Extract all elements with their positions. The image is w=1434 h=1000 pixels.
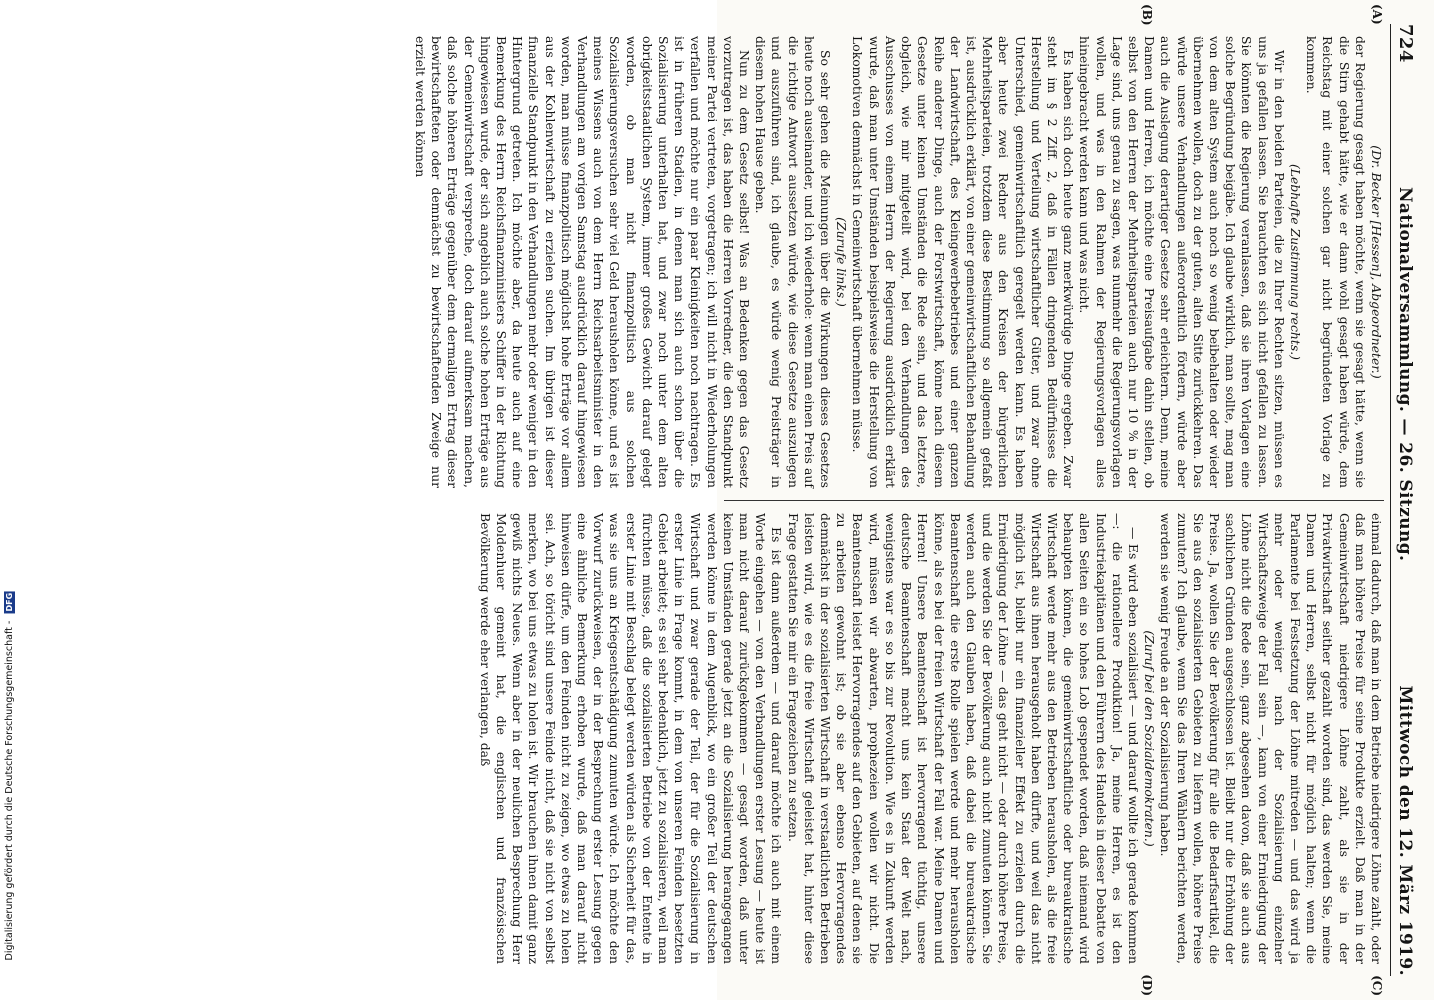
speaker-note: (Dr. Becker [Hessen], Abgeordneter.)	[1369, 145, 1384, 379]
paragraph: einmal dadurch, daß man in dem Betriebe niedrigere Löhne zahlt, oder daß man höhere Preise für seine Produkte erzielt. Daß man in der Gemeinwirtschaft niedrigere Löhne zahlt, als sie in der Privatwirtschaft seither gezahlt worden sind, das werden Sie, meine Damen und Herren, selbst nicht für möglich halten; wenn die Parlamente bei Festsetzung der Löhne mitreden — und das wird ja mehr oder weniger nach der Sozialisierung einzelner Wirtschaftszweige der Fall sein —, kann von einer Erniedrigung der Löhne nicht die Rede sein, ganz abgesehen davon, daß sie auch aus sachlichen Gründen ausgeschlossen ist. Bleibt nur die Erhöhung der Preise. Ja, wollen Sie der Bevölkerung für alle die Bedarfsartikel, die Sie aus den sozialisierten Gebieten zu liefern wollen, höhere Preise zumuten? Ich glaube, wenn Sie das Ihren Wählern berichten werden, werden sie wenig Freude an der Sozialisierung haben.	[1158, 513, 1384, 964]
interjection: (Zurufe links.)	[834, 217, 850, 307]
paragraph: Nun zu dem Gesetz selbst! Was an Bedenken gegen das Gesetz vorzutragen ist, das haben die Herren Vorredner, die den Standpunkt meiner Partei vertreten, vorgetragen; ich will nicht in Wiederholungen verfallen und möchte nur ein paar Kleinigkeiten noch nachtragen. Es ist in früheren Stadien, in denen man sich auch schon über die Sozialisierung unterhalten hat, und zwar noch unter dem alten obrigkeitsstaatlichen System, immer großes Gewicht darauf gelegt worden, ob man nicht finanzpolitisch aus solchen Sozialisierungsversuchen sehr viel Geld herausholen könne, und es ist meines Wissens auch von dem Herrn Reichsarbeitsminister in den Verhandlungen am vorigen Samstag ausdrücklich darauf hingewiesen worden, man müsse finanzpolitisch möglichst hohe Erträge vor allem aus der Kohlenwirtschaft zu erzielen suchen. Im übrigen ist dieser finanzielle Standpunkt in den Verhandlungen mehr oder weniger in den Hintergrund getreten. Ich möchte aber, da heute auch auf eine Bemerkung des Herrn Reichsfinanzministers Schiffer in der Richtung hingewiesen wurde, der sich angeblich auch solche hohen Erträge aus der Gemeinwirtschaft verspreche, doch darauf aufmerksam machen, daß solche höheren Erträge gegenüber dem dermaligen Ertrag dieser bewirtschafteten oder demnächst zu bewirtschaftenden Zweige nur erzielt werden können	[413, 36, 753, 488]
header-title: Nationalversammlung. — 26. Sitzung.	[1395, 186, 1415, 562]
dfg-logo: DFG	[5, 592, 14, 612]
margin-marker-c: (C)	[1370, 975, 1384, 996]
interjection: (Lebhafte Zustimmung rechts.)	[1287, 163, 1303, 361]
margin-marker-a: (A)	[1370, 4, 1384, 25]
document-page	[413, 0, 1434, 1000]
interjection: (Zuruf bei den Sozialdemokraten.)	[1142, 630, 1158, 847]
paragraph: Wir in den beiden Parteien, die zu Ihrer Rechten sitzen, müssen es uns ja gefallen lassen. Sie brauchten es sich nicht gefallen zu lassen. Sie könnten die Regierung veranlassen, daß sie ihren Vorlagen eine solche Begründung beigäbe. Ich glaube wirklich, man sollte, mag man von dem alten System auch noch so wenig beibehalten oder wieder übernehmen wollen, doch zu der guten, alten Sitte zurückkehren. Das würde unsere Verhandlungen außerordentlich fördern, würde aber auch die Auslegung derartiger Gesetze sehr erleichtern. Denn, meine Damen und Herren, ich möchte eine Preisaufgabe dahin stellen, ob selbst von den Herren der Mehrheitsparteien auch nur 10 % in der Lage sind, uns genau zu sagen, was nunmehr die Regierungsvorlagen wollen, und was in den Rahmen der Regierungsvorlagen alles hineingebracht werden kann und was nicht.	[1077, 36, 1287, 488]
header-date: Mittwoch den 12. März 1919.	[1395, 685, 1415, 976]
paragraph: Es ist dann außerdem — und darauf möchte ich auch mit einem Worte eingehen — von den Verbandlungen erster Lesung — heute ist man nicht darauf zurückgekommen — gesagt worden, daß unter keinen Umständen gerade jetzt an die Sozialisierung herangegangen werden könne in dem Augenblick, wo ein großer Teil der deutschen Wirtschaft und zwar gerade der Teil, der für die Sozialisierung in erster Linie in Frage kommt, in dem von unseren Feinden besetzten Gebiet arbeitet; es sei sehr bedenklich, jetzt zu sozialisieren, weil man fürchten müsse, daß die sozialisierten Betriebe von der Entente in erster Linie mit Beschlag belegt werden würden als Sicherheit für das, was sie uns an Kriegsentschädigung zumuten würde. Ich möchte den Vorwurf zurückweisen, der in der Besprechung erster Lesung gegen eine ähnliche Bemerkung erhoben wurde, daß man darauf nicht hinweisen dürfe, um den Feinden nicht zu zeigen, wo etwas zu holen sei. Ach, so töricht sind unsere Feinde nicht, daß sie nicht von selbst merken, wo bei uns etwas zu holen ist. Wir brauchen ihnen damit ganz gewiß nichts Neues. Wenn aber in der neulichen Besprechung Herr Moldenhuer gemeint hat, die englischen und französischen Bevölkerung werde eher verlangen, daß	[477, 513, 785, 964]
left-column	[413, 24, 1384, 500]
margin-marker-b: (B)	[1140, 4, 1154, 26]
digitization-credit	[4, 591, 15, 960]
paragraph: der Regierung gesagt haben möchte, wenn sie gesagt hätte, wenn sie die Stirn gehabt hätte, wie er dann wohl gesagt haben würde, dem Reichstag mit einer solchen gar nicht begründeten Vorlage zu kommen.	[1304, 36, 1368, 488]
margin-marker-d: (D)	[1140, 974, 1154, 996]
paragraph: — Es wird eben sozialisiert — und darauf wollte ich gerade kommen —: die rationellere Produktion! Ja, meine Herren, es ist den Industriekapitänen und den Führern des Handels in dieser Debatte von allen Seiten ein so hohes Lob gespendet worden, daß niemand wird behaupten können, die gemeinwirtschaftliche oder bureaukratische Wirtschaft werde mehr aus den Betrieben herausholen, als die freie Wirtschaft aus ihnen herausgeholt haben dürfte, und weil das nicht möglich ist, bleibt nur ein finanzieller Effekt zu erzielen durch die Erniedrigung der Löhne — das geht nicht — oder durch höhere Preise, und die werden Sie der Bevölkerung auch nicht zumuten können. Sie werden auch den Glauben haben, daß dabei die bureaukratische Beamtenschaft die erste Rolle spielen werde und mehr herausholen könne, als es bei der freien Wirtschaft der Fall war. Meine Damen und Herren! Unsere Beamtenschaft ist hervorragend tüchtig, unsere deutsche Beamtenschaft macht uns kein Staat der Welt nach, wenigstens war es so bis zur Revolution. Wie es in Zukunft werden wird, müssen wir abwarten, prophezeien wollen wir nicht. Die Beamtenschaft leistet Hervorragendes auf den Gebieten, auf denen sie zu arbeiten gewohnt ist; ob sie aber ebenso Hervorragendes demnächst in der sozialisierten Wirtschaft in verstaatlichten Betrieben leisten wird, wie es die freie Wirtschaft geleistet hat, hinter diese Frage gestatten Sie mir ein Fragezeichen zu setzen.	[785, 513, 1141, 964]
text-columns	[413, 4, 1384, 996]
credit-text: Digitalisierung gefördert durch die Deutsche Forschungsgemeinschaft -	[4, 620, 15, 960]
right-column	[477, 500, 1384, 976]
page-number: 724	[1395, 24, 1416, 63]
page-header	[1390, 24, 1416, 976]
paragraph: So sehr gehen die Meinungen über die Wirkungen dieses Gesetzes heute noch auseinander, und ich wiederhole: wenn man einen Preis auf die richtige Antwort aussetzen würde, wie diese Gesetze auszulegen und auszuführen sind, ich glaube, es würde wenig Preisträger in diesem hohen Hause geben.	[753, 36, 834, 488]
paragraph: Es haben sich doch heute ganz merkwürdige Dinge ergeben. Zwar steht im § 2 Ziff. 2, daß in Fällen dringenden Bedürfnisses die Herstellung und Verteilung wirtschaftlicher Güter, und zwar ohne Unterschied, gemeinwirtschaftlich geregelt werden kann. Es haben aber heute zwei Redner aus den Kreisen der bürgerlichen Mehrheitsparteien, trotzdem diese Bestimmung so allgemein gefaßt ist, ausdrücklich erklärt, von einer gemeinwirtschaftlichen Behandlung der Landwirtschaft, des Kleingewerbebetriebes und einer ganzen Reihe anderer Dinge, auch der Forstwirtschaft, könne nach diesem Gesetze unter keinen Umständen die Rede sein, und das letztere, obgleich, wie mir mitgeteilt wird, bei den Verhandlungen des Ausschusses von einem Herrn der Regierung ausdrücklich erklärt wurde, daß man unter Umständen beispielsweise die Herstellung von Lokomotiven demnächst in Gemeinwirtschaft übernehmen müsse.	[850, 36, 1077, 488]
